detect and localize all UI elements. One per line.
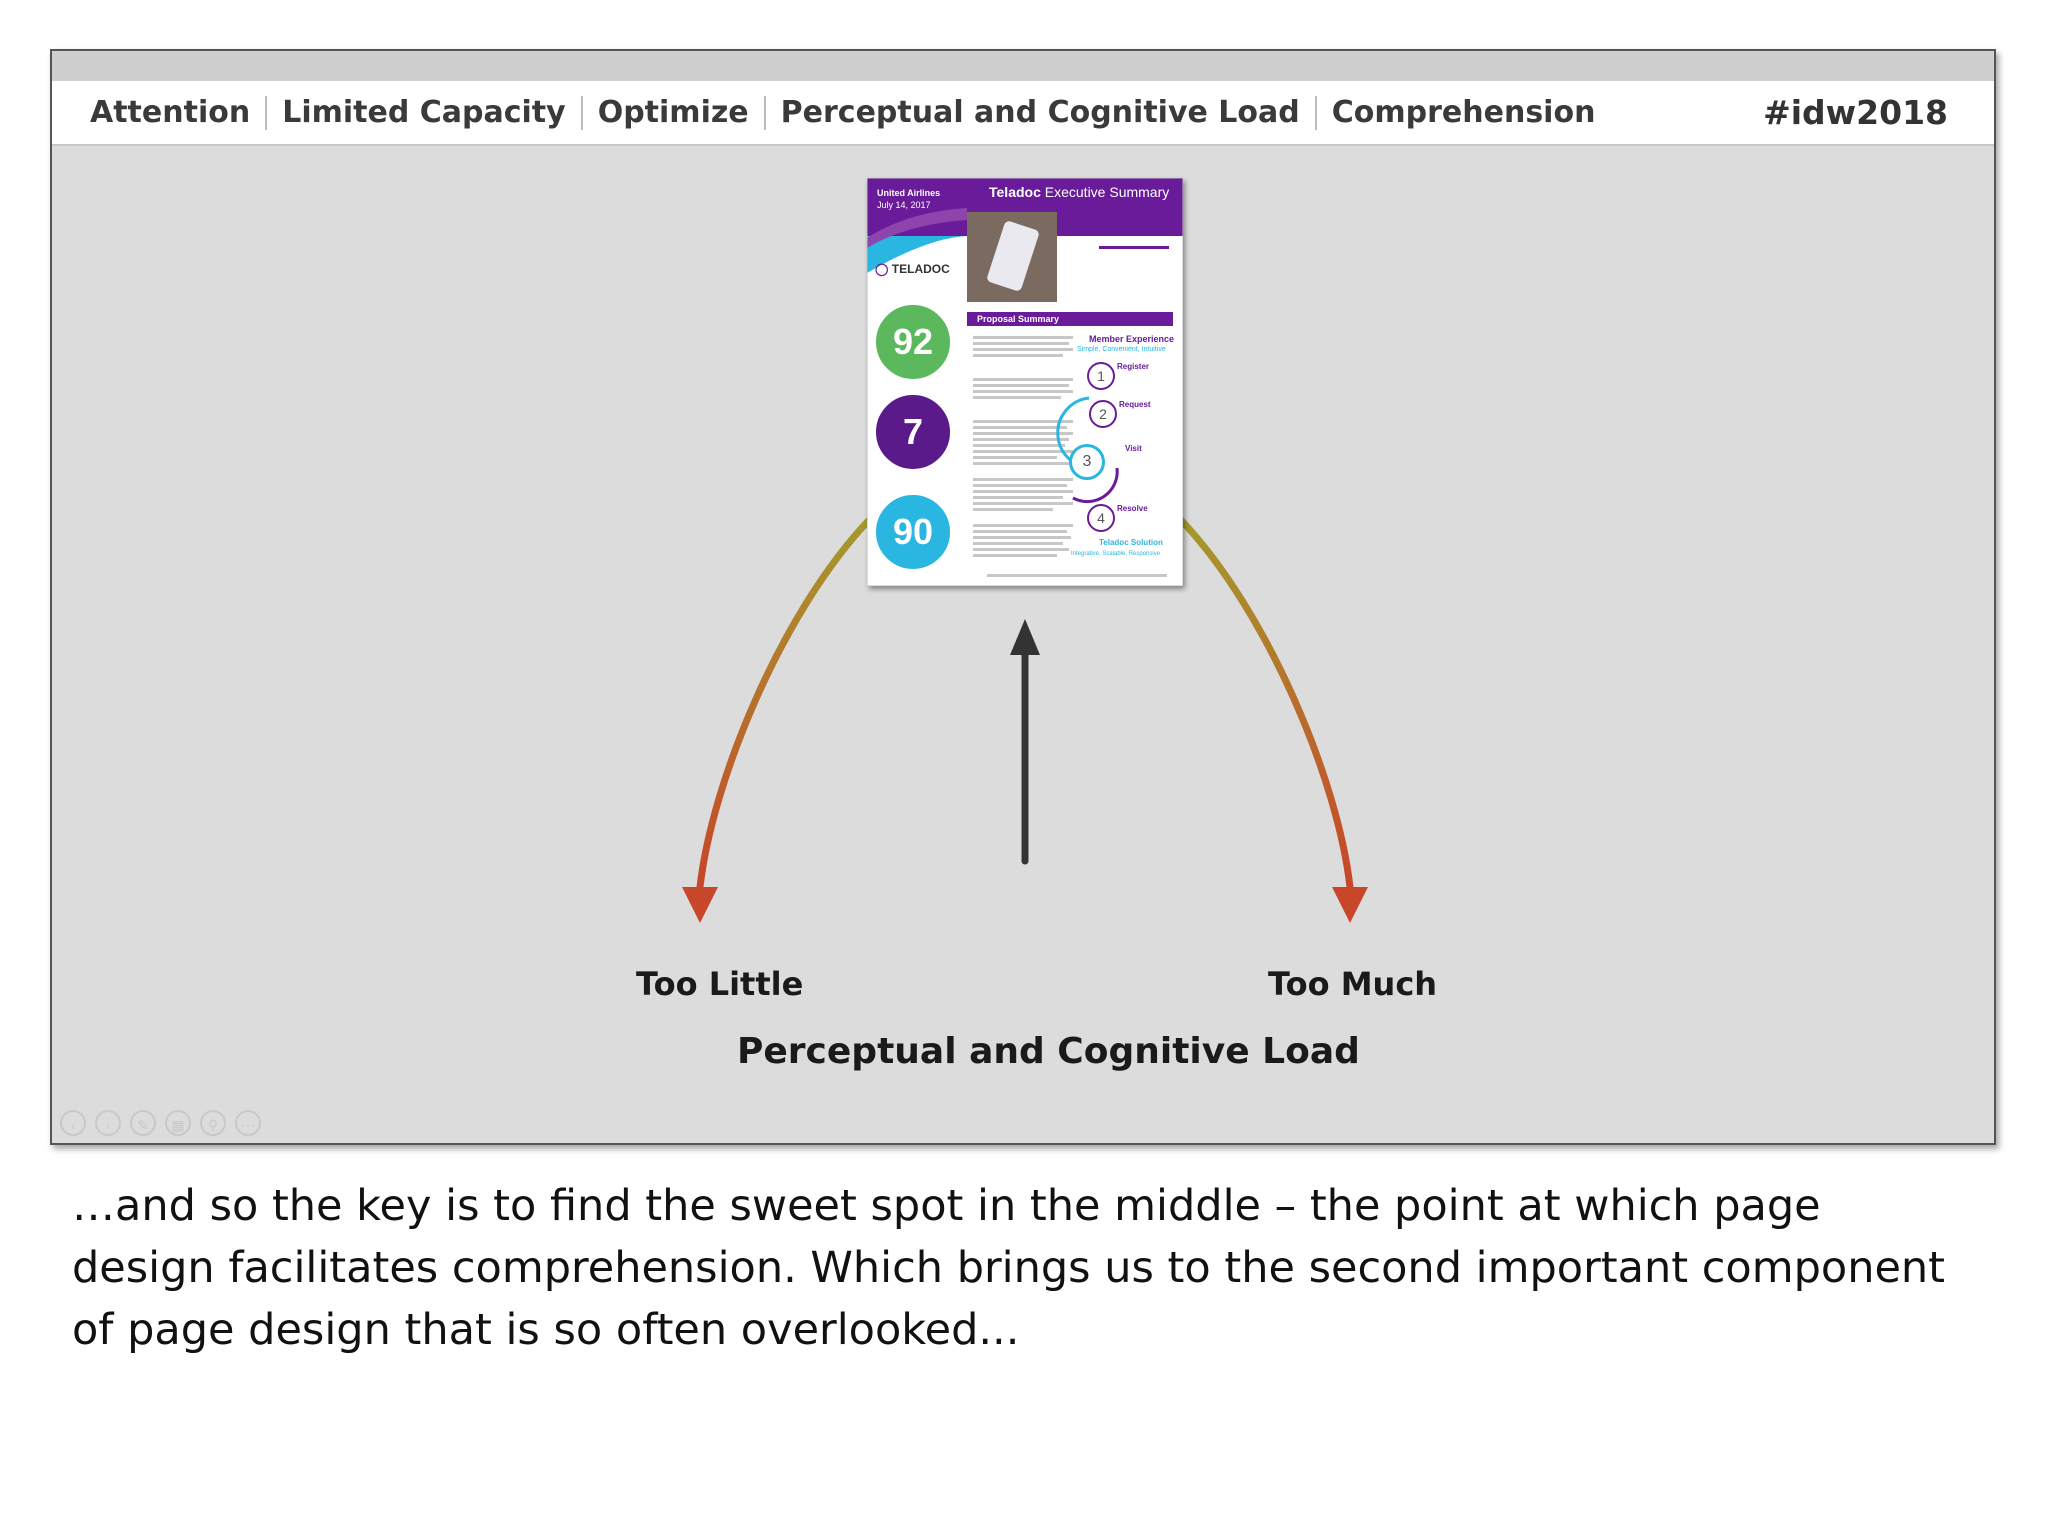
step-label: Visit — [1125, 444, 1142, 453]
doc-logo-text: TELADOC — [891, 262, 950, 276]
pen-icon[interactable]: ✎ — [130, 1110, 156, 1136]
zoom-icon[interactable]: ⚲ — [200, 1110, 226, 1136]
step-4 — [1087, 504, 1148, 532]
step-label: Request — [1119, 400, 1151, 409]
step-number: 2 — [1089, 400, 1117, 428]
doc-title — [989, 184, 1169, 200]
step-3 — [1069, 444, 1142, 480]
left-arrowhead — [682, 887, 718, 923]
next-slide-icon[interactable]: › — [95, 1110, 121, 1136]
doc-date: July 14, 2017 — [877, 200, 931, 210]
step-number: 4 — [1087, 504, 1115, 532]
doc-solution-title: Teladoc Solution — [1099, 538, 1163, 547]
nav-item-attention: Attention — [90, 95, 251, 130]
stat-circle-1 — [873, 302, 953, 382]
doc-solution-sub: Integrative, Scalable, Responsive — [1071, 551, 1161, 557]
nav-item-limited-capacity: Limited Capacity — [282, 95, 566, 130]
previous-slide-icon[interactable]: ‹ — [60, 1110, 86, 1136]
step-number: 3 — [1069, 444, 1105, 480]
doc-title-suffix: Executive Summary — [1044, 184, 1170, 200]
right-arrowhead — [1332, 887, 1368, 923]
stat-value-1: 92 — [892, 321, 934, 362]
stat-value-3: 90 — [892, 511, 934, 552]
step-number: 1 — [1087, 362, 1115, 390]
doc-section-title: Proposal Summary — [977, 314, 1060, 324]
slide — [50, 49, 1996, 1145]
teladoc-logo-icon: ◯ — [875, 262, 889, 276]
step-label: Register — [1117, 362, 1150, 371]
all-slides-icon[interactable]: ▦ — [165, 1110, 191, 1136]
label-load-axis: Perceptual and Cognitive Load — [737, 1031, 1360, 1072]
more-options-icon[interactable]: ⋯ — [235, 1110, 261, 1136]
label-too-much: Too Much — [1268, 965, 1438, 1003]
step-1 — [1087, 362, 1150, 390]
document-thumbnail — [867, 178, 1183, 586]
step-2 — [1089, 400, 1151, 428]
left-arc-arrow — [700, 519, 870, 887]
doc-title-brand: Teladoc — [989, 184, 1041, 200]
doc-client: United Airlines — [877, 188, 941, 198]
doc-member-experience-sub: Simple, Convenient, Intuitive — [1077, 346, 1166, 353]
doc-logo — [875, 262, 950, 276]
right-arc-arrow — [1180, 519, 1350, 887]
stat-circle-3 — [873, 492, 953, 572]
slideshow-controls — [60, 1110, 261, 1136]
speaker-notes-caption: …and so the key is to find the sweet spot in the middle – the point at which page design facilitates comprehension. Which brings us to the second important component of page design that is so often overlooked... — [72, 1181, 1946, 1355]
event-hashtag: #idw2018 — [1763, 93, 1948, 132]
nav-item-optimize: Optimize — [597, 95, 749, 130]
nav-item-comprehension: Comprehension — [1331, 95, 1596, 130]
step-label: Resolve — [1117, 504, 1148, 513]
doc-member-experience: Member Experience — [1089, 334, 1175, 344]
stat-value-2: 7 — [902, 411, 924, 452]
stat-circle-2 — [873, 392, 953, 472]
nav-item-perceptual-cognitive-load: Perceptual and Cognitive Load — [780, 95, 1300, 130]
center-arrowhead — [1010, 619, 1040, 655]
label-too-little: Too Little — [636, 965, 804, 1003]
